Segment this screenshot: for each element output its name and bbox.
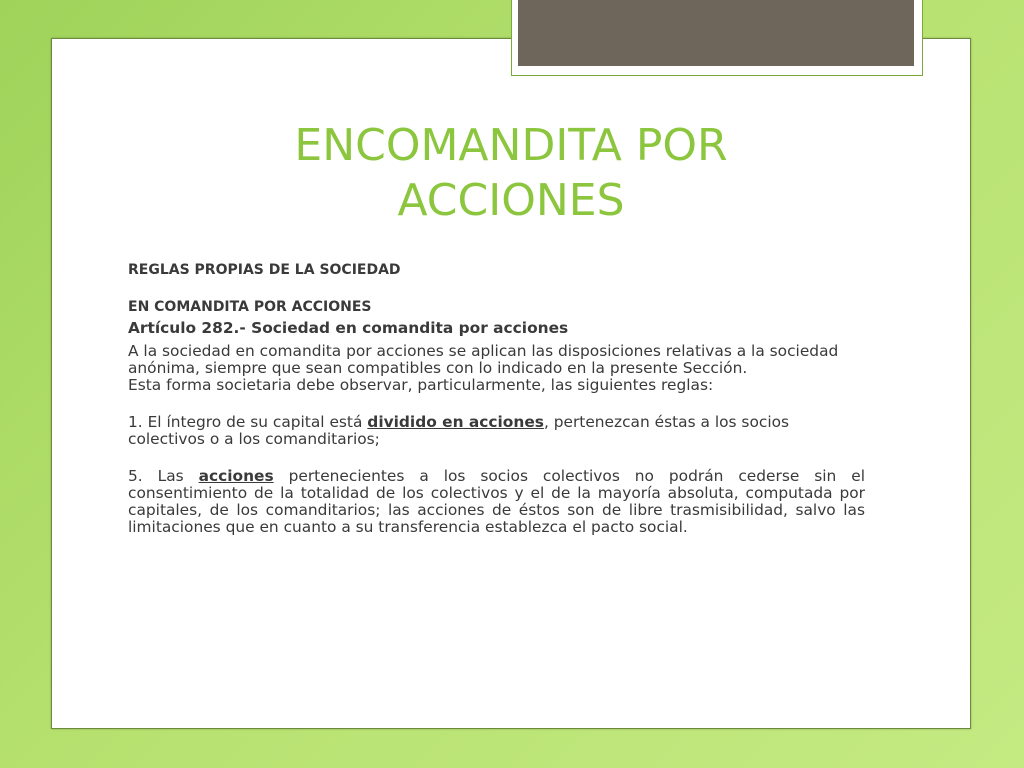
heading-rules: REGLAS PROPIAS DE LA SOCIEDAD: [128, 262, 401, 278]
rule-5-suffix: pertenecientes a los socios colectivos no podrán cederse sin el consentimiento de la totalidad de los colectivos y el de la mayoría absoluta, computada por capitales, de los comanditarios; las acciones de éstos son de libre trasmisibilidad, salvo las limitaciones que en cuanto a su transferencia establezca el pacto social.: [128, 467, 865, 536]
title-line-1: ENCOMANDITA POR: [294, 120, 728, 171]
rule-1-prefix: 1. El íntegro de su capital está: [128, 413, 368, 431]
link-dividido-en-acciones[interactable]: dividido en acciones: [367, 413, 544, 431]
heading-comandita: EN COMANDITA POR ACCIONES: [128, 299, 372, 315]
link-acciones[interactable]: acciones: [198, 467, 274, 485]
rule-1: [128, 414, 865, 448]
article-title: Artículo 282.- Sociedad en comandita por acciones: [128, 319, 569, 337]
title-line-2: ACCIONES: [397, 175, 625, 226]
slide-body: [128, 262, 865, 536]
rule-5-prefix: 5. Las: [128, 467, 199, 485]
paragraph-intro: A la sociedad en comandita por acciones se aplican las disposiciones relativas a la sociedad anónima, siempre que sean compatibles con lo indicado en la presente Sección.: [128, 342, 839, 377]
paragraph-rules-intro: Esta forma societaria debe observar, particularmente, las siguientes reglas:: [128, 376, 714, 394]
decorative-tab: [518, 0, 914, 66]
slide-title: [51, 118, 971, 228]
rule-5: [128, 468, 865, 536]
rule-1-suffix: , pertenezcan éstas a los socios colectivos o a los comanditarios;: [128, 413, 790, 448]
